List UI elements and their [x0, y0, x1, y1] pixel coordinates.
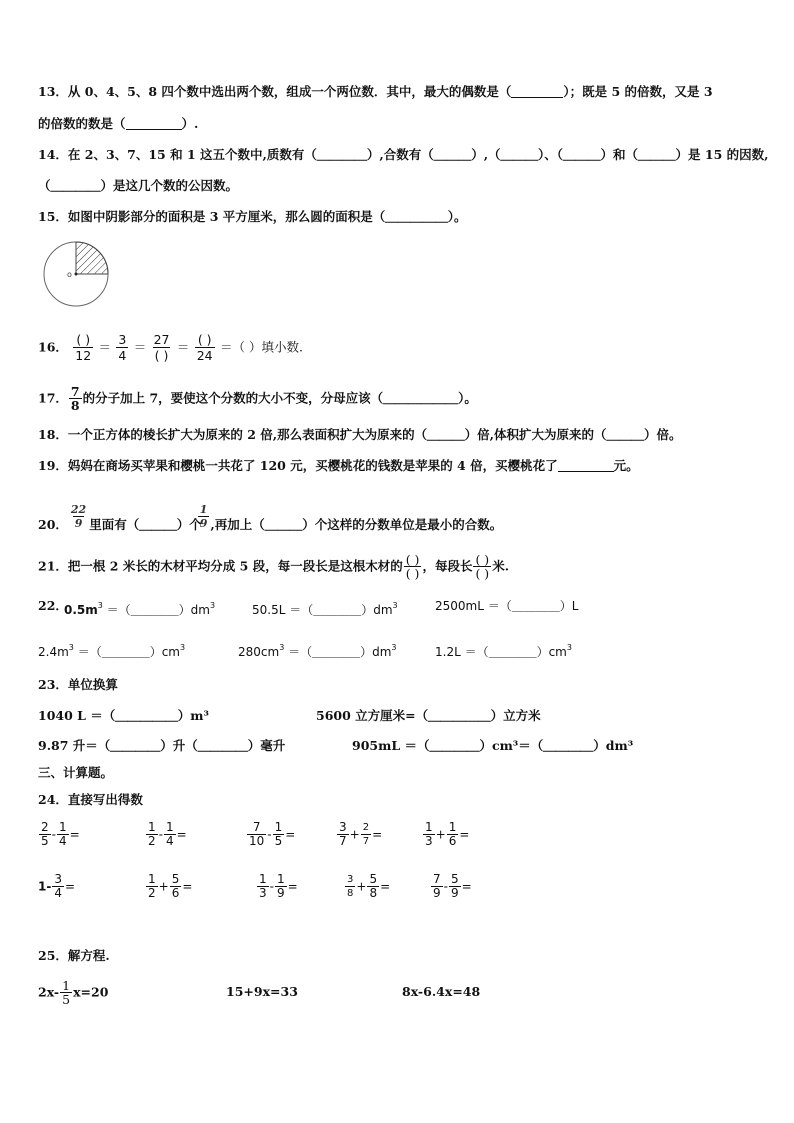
q13-line1: 13．从 0、4、5、8 四个数中选出两个数，组成一个两位数．其中，最大的偶数是（ ）；既是 5 的倍数，又是 3: [38, 84, 713, 99]
q15-text: 15．如图中阴影部分的面积是 3 平方厘米，那么圆的面积是（＿＿＿＿＿）。: [38, 209, 467, 224]
fraction: $\frac{3}{4}$: [118, 332, 127, 363]
q13-line2: 的倍数的数是（ ）.: [38, 116, 199, 131]
q25-title: 25．解方程.: [38, 948, 110, 963]
q14-line2: （＿＿＿＿）是这几个数的公因数。: [38, 178, 239, 193]
calc-item: $\frac{1}{2}$ + $\frac{5}{6}$ =: [148, 872, 193, 900]
q22-item: $50.5L =(\_\_\_\_)dm^3$: [252, 601, 398, 617]
q21-line: 21．把一根 2 米长的木材平均分成 5 段，每一段长是这根木材的 $\frac{( )}{( )}$ ，每段长 $\frac{( )}{( )}$ 米.: [38, 552, 510, 581]
fraction: $\frac{( )}{24}$: [196, 332, 213, 363]
q23-b: 5600 立方厘米=（＿＿＿＿＿）立方米: [316, 708, 541, 723]
q23-d: 905mL ＝（＿＿＿＿）cm³＝（＿＿＿＿）dm³: [352, 738, 634, 753]
calc-item: $\frac{7}{9}$ - $\frac{5}{9}$ =: [433, 872, 472, 900]
calc-item: $\frac{3}{8}$ + $\frac{5}{8}$ =: [347, 872, 391, 900]
calc-item: $\frac{7}{10}$ - $\frac{1}{5}$ =: [249, 820, 296, 848]
q14-line1: 14．在 2、3、7、15 和 1 这五个数中,质数有（＿＿＿＿）,合数有（＿＿＿）,（＿＿＿）、（＿＿＿）和（＿＿＿）是 15 的因数,: [38, 147, 769, 162]
circle-figure: [40, 236, 112, 308]
section-heading: 三、计算题。: [38, 765, 114, 780]
q24-title: 24．直接写出得数: [38, 792, 143, 807]
q22-item: $1.2L =(\_\_\_\_)cm^3$: [435, 643, 572, 659]
calc-item: $\frac{1}{2}$ - $\frac{1}{4}$ =: [148, 820, 187, 848]
shaded-sector: [76, 242, 108, 274]
q16-line: 16． $\frac{( )}{12}$ ＝ $\frac{3}{4}$ ＝ $\frac{27}{( )}$ ＝ $\frac{( )}{24}$ ＝（ ）填小数.: [38, 332, 303, 363]
fraction: $\frac{27}{( )}$: [153, 332, 170, 363]
answer-blank[interactable]: [511, 85, 563, 98]
q22-item: $2.4m^3$ $=(\_\_\_\_)cm^3$: [38, 643, 186, 659]
q20-line: 20． $\frac{22}{9}$ 里面有（＿＿＿）个 $\frac{1}{9}$ ,再加上（＿＿＿）个这样的分数单位是最小的合数。: [38, 503, 503, 532]
fraction: $\frac{( )}{12}$: [75, 332, 92, 363]
q22-item: $280cm^3$ $=(\_\_\_\_)dm^3$: [238, 643, 397, 659]
fraction: $\frac{22}{9}$: [70, 503, 87, 530]
q22-row1: 22．: [38, 598, 68, 613]
q19-line: 19．妈妈在商场买苹果和樱桃一共花了 120 元，买樱桃花的钱数是苹果的 4 倍，买樱桃花了 元。: [38, 458, 639, 473]
answer-blank[interactable]: [558, 459, 614, 472]
q22-item: $0.5m^3$ $=(\_\_\_\_)dm^3$: [64, 601, 216, 617]
calc-item: 1- $\frac{3}{4}$ =: [38, 872, 76, 900]
calc-item: $\frac{2}{5}$ - $\frac{1}{4}$ =: [41, 820, 80, 848]
center-label: o: [67, 270, 72, 279]
calc-item: $\frac{1}{3}$ - $\frac{1}{9}$ =: [259, 872, 298, 900]
equation: 2x- $\frac{1}{5}$ x=20: [38, 978, 109, 1007]
q17-line: 17． $\frac{7}{8}$ 的分子加上 7，要使这个分数的大小不变，分母应该（＿＿＿＿＿＿）。: [38, 384, 477, 413]
answer-blank[interactable]: [126, 117, 182, 130]
equation: 8x-6.4x=48: [402, 984, 481, 999]
answer-fraction[interactable]: $\frac{( )}{( )}$: [475, 552, 490, 581]
fraction: $\frac{7}{8}$: [70, 384, 80, 413]
q23-title: 23．单位换算: [38, 677, 118, 692]
q22-item: 2500mL ＝（＿＿＿＿）L: [435, 599, 579, 613]
q18-text: 18．一个正方体的棱长扩大为原来的 2 倍,那么表面积扩大为原来的（＿＿＿）倍,体积扩大为原来的（＿＿＿）倍。: [38, 427, 682, 442]
calc-item: $\frac{3}{7}$ + $\frac{2}{7}$ =: [339, 820, 383, 848]
q23-a: 1040 L ＝（＿＿＿＿＿）m³: [38, 708, 209, 723]
fraction: $\frac{1}{9}$: [199, 503, 208, 530]
equation: 15+9x=33: [226, 984, 298, 999]
answer-fraction[interactable]: $\frac{( )}{( )}$: [405, 552, 420, 581]
q23-c: 9.87 升＝（＿＿＿＿）升（＿＿＿＿）毫升: [38, 738, 286, 753]
calc-item: $\frac{1}{3}$ + $\frac{1}{6}$ =: [425, 820, 470, 848]
